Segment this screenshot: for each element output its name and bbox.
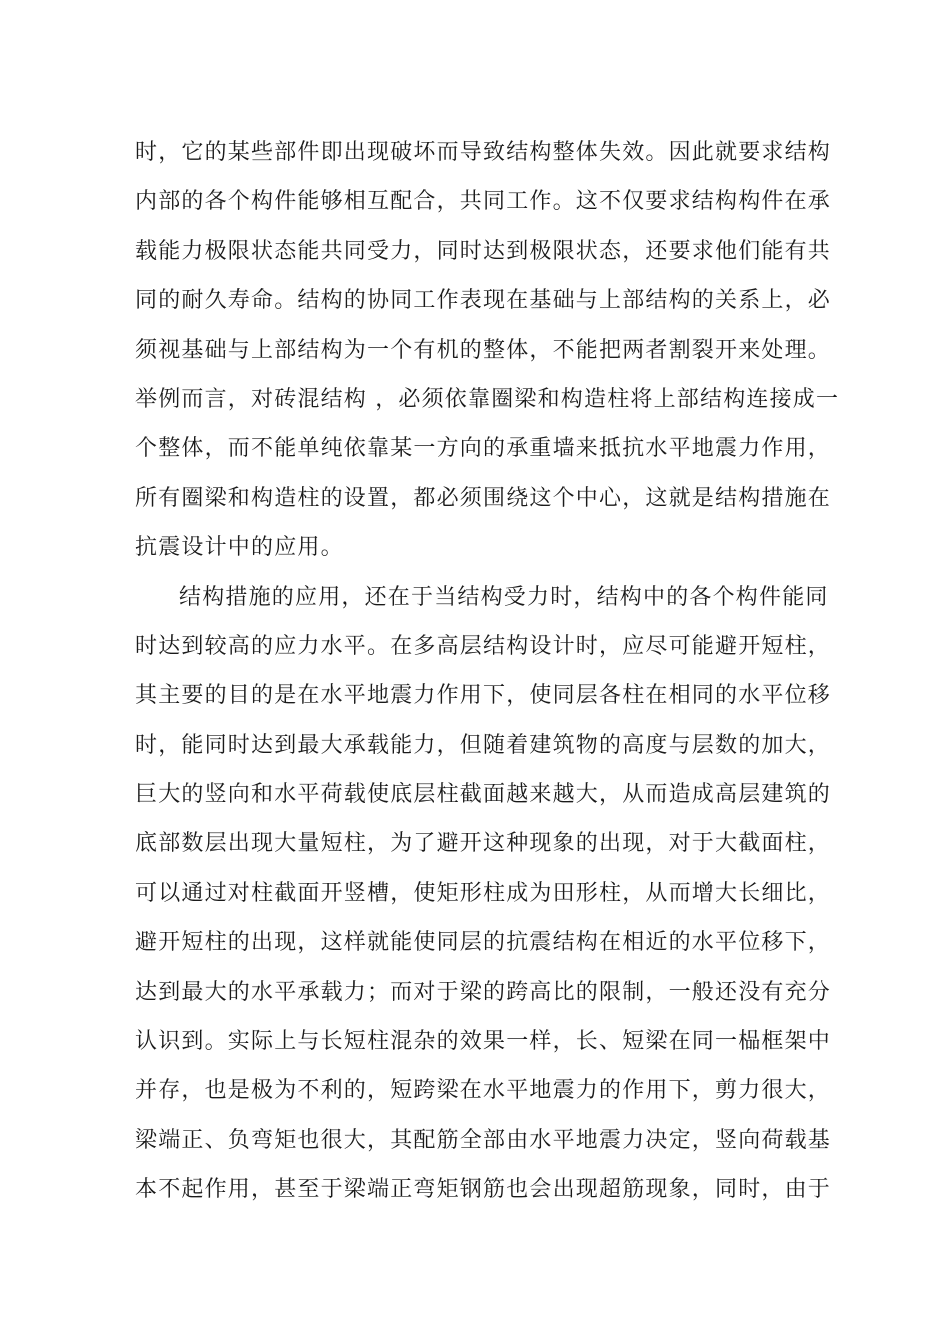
text-line: 举例而言，对砖混结构 ，必须依靠圈梁和构造柱将上部结构连接成一 [135,386,840,412]
text-line: 同的耐久寿命。结构的协同工作表现在基础与上部结构的关系上，必 [135,288,832,314]
text-line: 结构措施的应用，还在于当结构受力时，结构中的各个构件能同 [179,584,829,610]
body-text [135,128,840,1215]
text-line: 须视基础与上部结构为一个有机的整体，不能把两者割裂开来处理。 [135,337,832,363]
text-line: 本不起作用，甚至于梁端正弯矩钢筋也会出现超筋现象，同时，由于 [135,1177,832,1203]
text-line: 并存，也是极为不利的，短跨梁在水平地震力的作用下，剪力很大， [135,1078,832,1104]
text-line: 所有圈梁和构造柱的设置，都必须围绕这个中心，这就是结构措施在 [135,485,832,511]
text-line: 抗震设计中的应用。 [135,535,344,561]
text-line: 梁端正、负弯矩也很大，其配筋全部由水平地震力决定，竖向荷载基 [135,1127,832,1153]
text-line: 时，能同时达到最大承载能力，但随着建筑物的高度与层数的加大， [135,732,832,758]
text-line: 时，它的某些部件即出现破坏而导致结构整体失效。因此就要求结构 [135,140,832,165]
text-line: 达到最大的水平承载力；而对于梁的跨高比的限制，一般还没有充分 [135,979,832,1005]
paragraph [135,573,832,1215]
paragraph [135,128,840,573]
text-line: 载能力极限状态能共同受力，同时达到极限状态，还要求他们能有共 [135,238,832,264]
text-line: 巨大的竖向和水平荷载使底层柱截面越来越大，从而造成高层建筑的 [135,782,832,808]
text-line: 认识到。实际上与长短柱混杂的效果一样，长、短梁在同一榀框架中 [135,1029,832,1055]
text-line: 其主要的目的是在水平地震力作用下，使同层各柱在相同的水平位移 [135,683,832,709]
text-line: 内部的各个构件能够相互配合，共同工作。这不仅要求结构构件在承 [135,189,832,215]
text-line: 底部数层出现大量短柱，为了避开这种现象的出现，对于大截面柱， [135,831,832,857]
text-line: 避开短柱的出现，这样就能使同层的抗震结构在相近的水平位移下， [135,930,832,956]
text-line: 时达到较高的应力水平。在多高层结构设计时，应尽可能避开短柱， [135,633,832,659]
text-line: 个整体，而不能单纯依靠某一方向的承重墙来抵抗水平地震力作用， [135,436,832,462]
text-line: 可以通过对柱截面开竖槽，使矩形柱成为田形柱，从而增大长细比， [135,880,832,906]
